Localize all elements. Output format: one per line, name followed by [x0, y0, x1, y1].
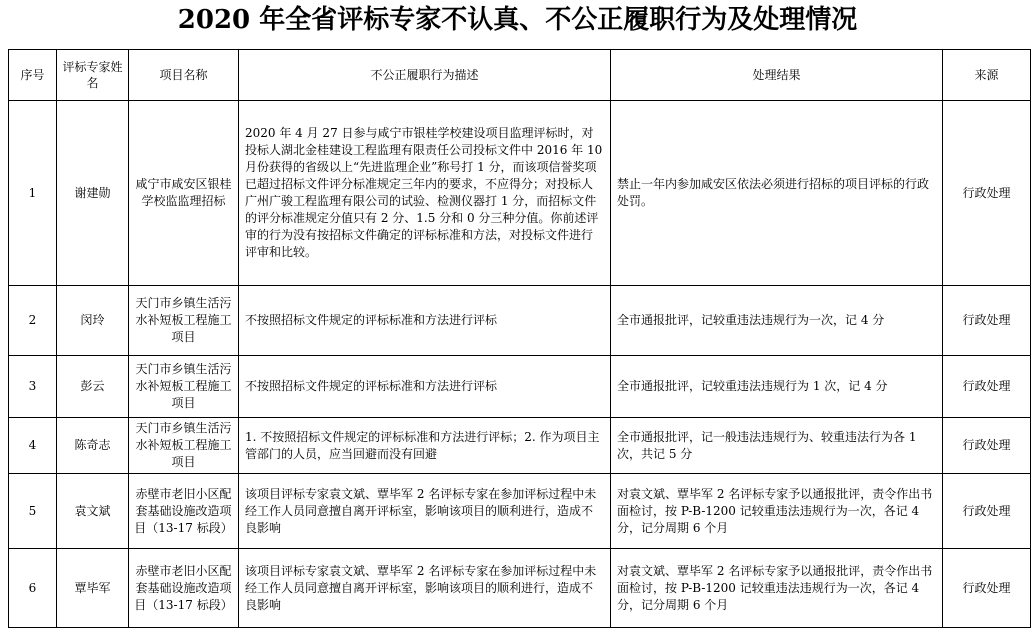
cell-source: 行政处理 [943, 356, 1031, 418]
cell-source: 行政处理 [943, 474, 1031, 549]
cell-project-name: 天门市乡镇生活污水补短板工程施工项目 [129, 286, 239, 356]
cell-seq: 2 [9, 286, 57, 356]
cell-seq: 5 [9, 474, 57, 549]
cell-behavior-description: 不按照招标文件规定的评标标准和方法进行评标 [239, 286, 611, 356]
cell-behavior-description: 不按照招标文件规定的评标标准和方法进行评标 [239, 356, 611, 418]
table-header-row [9, 50, 1031, 101]
cell-source: 行政处理 [943, 286, 1031, 356]
header-handling-result: 处理结果 [611, 50, 943, 101]
header-seq: 序号 [9, 50, 57, 101]
cell-expert-name: 袁文斌 [57, 474, 129, 549]
cell-seq: 4 [9, 418, 57, 474]
cell-source: 行政处理 [943, 549, 1031, 628]
cell-expert-name: 谢建勋 [57, 101, 129, 286]
table-row [9, 418, 1031, 474]
cell-project-name: 赤壁市老旧小区配套基础设施改造项目（13-17 标段） [129, 474, 239, 549]
table-row [9, 549, 1031, 628]
header-behavior-description: 不公正履职行为描述 [239, 50, 611, 101]
cell-expert-name: 彭云 [57, 356, 129, 418]
violations-table [8, 49, 1031, 628]
cell-expert-name: 闵玲 [57, 286, 129, 356]
cell-seq: 3 [9, 356, 57, 418]
header-expert-name: 评标专家姓名 [57, 50, 129, 101]
cell-project-name: 咸宁市咸安区银桂学校监监理招标 [129, 101, 239, 286]
header-source: 来源 [943, 50, 1031, 101]
document-title: 2020 年全省评标专家不认真、不公正履职行为及处理情况 [177, 5, 858, 35]
cell-handling-result: 全市通报批评，记一般违法违规行为、较重违法行为各 1 次，共记 5 分 [611, 418, 943, 474]
cell-project-name: 赤壁市老旧小区配套基础设施改造项目（13-17 标段） [129, 549, 239, 628]
cell-handling-result: 禁止一年内参加咸安区依法必须进行招标的项目评标的行政处罚。 [611, 101, 943, 286]
cell-behavior-description: 2020 年 4 月 27 日参与咸宁市银桂学校建设项目监理评标时，对投标人湖北金桂建设工程监理有限责任公司投标文件中 2016 年 10 月份获得的省级以上“先进监理企业”称号打 1 分，而该项信誉奖项已超过招标文件评分标准规定三年内的要求，不应得分；对投标人广州广骏工程监理有限公司的试验、检测仪器打 1 分，而招标文件的评分标准规定分值只有 2 分、1.5 分和 0 分三种分值。你前述评审的行为没有按招标文件确定的评标标准和方法，对投标文件进行评审和比较。 [239, 101, 611, 286]
header-project-name: 项目名称 [129, 50, 239, 101]
table-row [9, 474, 1031, 549]
table-row [9, 101, 1031, 286]
cell-handling-result: 全市通报批评，记较重违法违规行为 1 次，记 4 分 [611, 356, 943, 418]
cell-project-name: 天门市乡镇生活污水补短板工程施工项目 [129, 356, 239, 418]
cell-seq: 6 [9, 549, 57, 628]
cell-behavior-description: 该项目评标专家袁文斌、覃毕军 2 名评标专家在参加评标过程中未经工作人员同意擅自离开评标室，影响该项目的顺利进行，造成不良影响 [239, 474, 611, 549]
cell-behavior-description: 1. 不按照招标文件规定的评标标准和方法进行评标；2. 作为项目主管部门的人员，应当回避而没有回避 [239, 418, 611, 474]
cell-handling-result: 对袁文斌、覃毕军 2 名评标专家予以通报批评，责令作出书面检讨，按 P-B-1200 记较重违法违规行为一次，各记 4 分，记分周期 6 个月 [611, 474, 943, 549]
cell-behavior-description: 该项目评标专家袁文斌、覃毕军 2 名评标专家在参加评标过程中未经工作人员同意擅自离开评标室，影响该项目的顺利进行，造成不良影响 [239, 549, 611, 628]
cell-handling-result: 全市通报批评，记较重违法违规行为一次，记 4 分 [611, 286, 943, 356]
cell-handling-result: 对袁文斌、覃毕军 2 名评标专家予以通报批评，责令作出书面检讨，按 P-B-1200 记较重违法违规行为一次，各记 4 分，记分周期 6 个月 [611, 549, 943, 628]
table-row [9, 286, 1031, 356]
cell-expert-name: 覃毕军 [57, 549, 129, 628]
cell-source: 行政处理 [943, 418, 1031, 474]
cell-project-name: 天门市乡镇生活污水补短板工程施工项目 [129, 418, 239, 474]
cell-seq: 1 [9, 101, 57, 286]
table-row [9, 356, 1031, 418]
cell-source: 行政处理 [943, 101, 1031, 286]
cell-expert-name: 陈奇志 [57, 418, 129, 474]
